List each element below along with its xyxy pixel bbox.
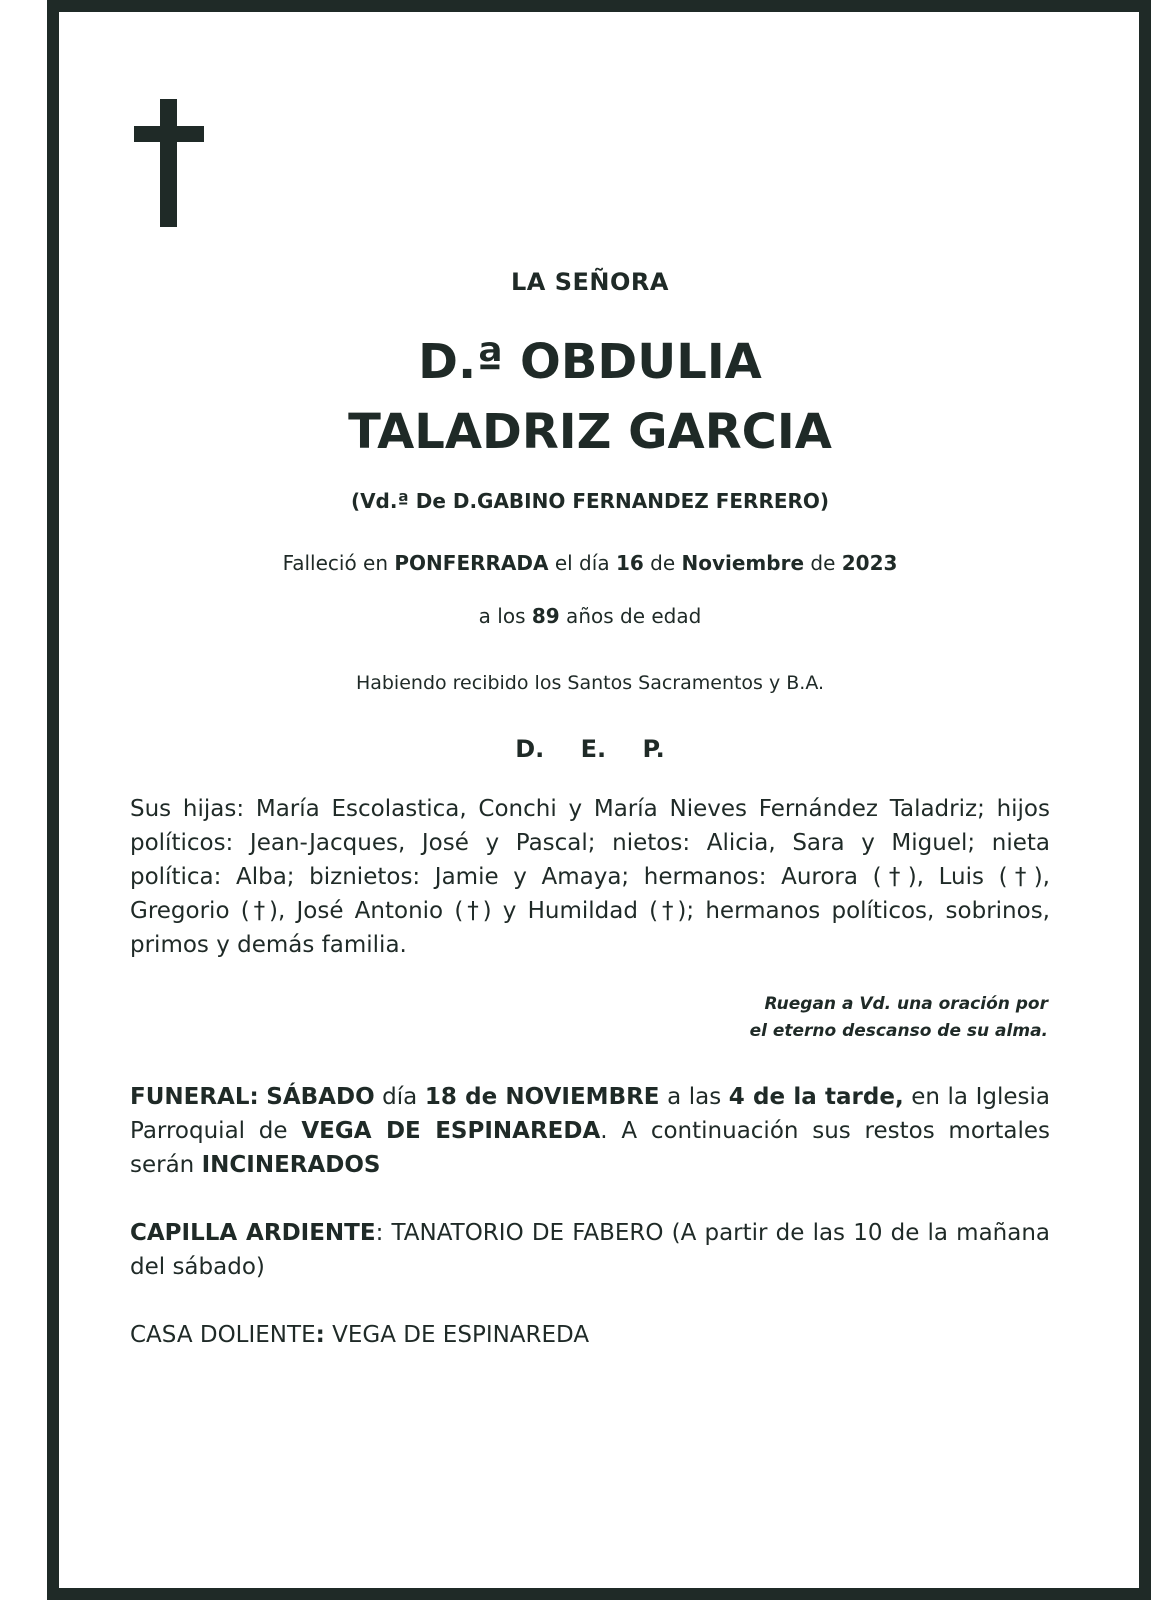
deceased-name-line1: D.ª OBDULIA <box>418 334 762 390</box>
cross-icon <box>134 99 204 227</box>
funeral-paragraph: FUNERAL: SÁBADO día 18 de NOVIEMBRE a las 4 de la tarde, en la Iglesia Parroquial de VEGA DE ESPINAREDA. A continuación sus restos mortales serán INCINERADOS <box>130 1084 1050 1178</box>
sacraments-text: Habiendo recibido los Santos Sacramentos y B.A. <box>355 672 825 694</box>
family-paragraph: Sus hijas: María Escolastica, Conchi y María Nieves Fernández Taladriz; hijos políticos: Jean-Jacques, José y Pascal; nietos: Alicia, Sara y Miguel; nieta política: Alba; biznietos: Jamie y Amaya; hermanos: Aurora (†), Luis (†), Gregorio (†), José Antonio (†) y Humildad (†); hermanos políticos, sobrinos, primos y demás familia. <box>130 796 1050 958</box>
prayer-line-1: Ruegan a Vd. una oración por <box>764 994 1048 1014</box>
honorific: LA SEÑORA <box>511 268 669 296</box>
age-info: a los 89 años de edad <box>478 604 702 628</box>
dep-text: D. E. P. <box>515 735 665 763</box>
death-info: Falleció en PONFERRADA el día 16 de Noviembre de 2023 <box>282 551 898 575</box>
deceased-name-line2: TALADRIZ GARCIA <box>348 404 832 460</box>
house-paragraph: CASA DOLIENTE: VEGA DE ESPINAREDA <box>130 1322 590 1348</box>
chapel-paragraph: CAPILLA ARDIENTE: TANATORIO DE FABERO (A partir de las 10 de la mañana del sábado) <box>130 1220 1051 1280</box>
prayer-line-2: el eterno descanso de su alma. <box>749 1021 1048 1041</box>
widow-of: (Vd.ª De D.GABINO FERNANDEZ FERRERO) <box>350 489 830 513</box>
